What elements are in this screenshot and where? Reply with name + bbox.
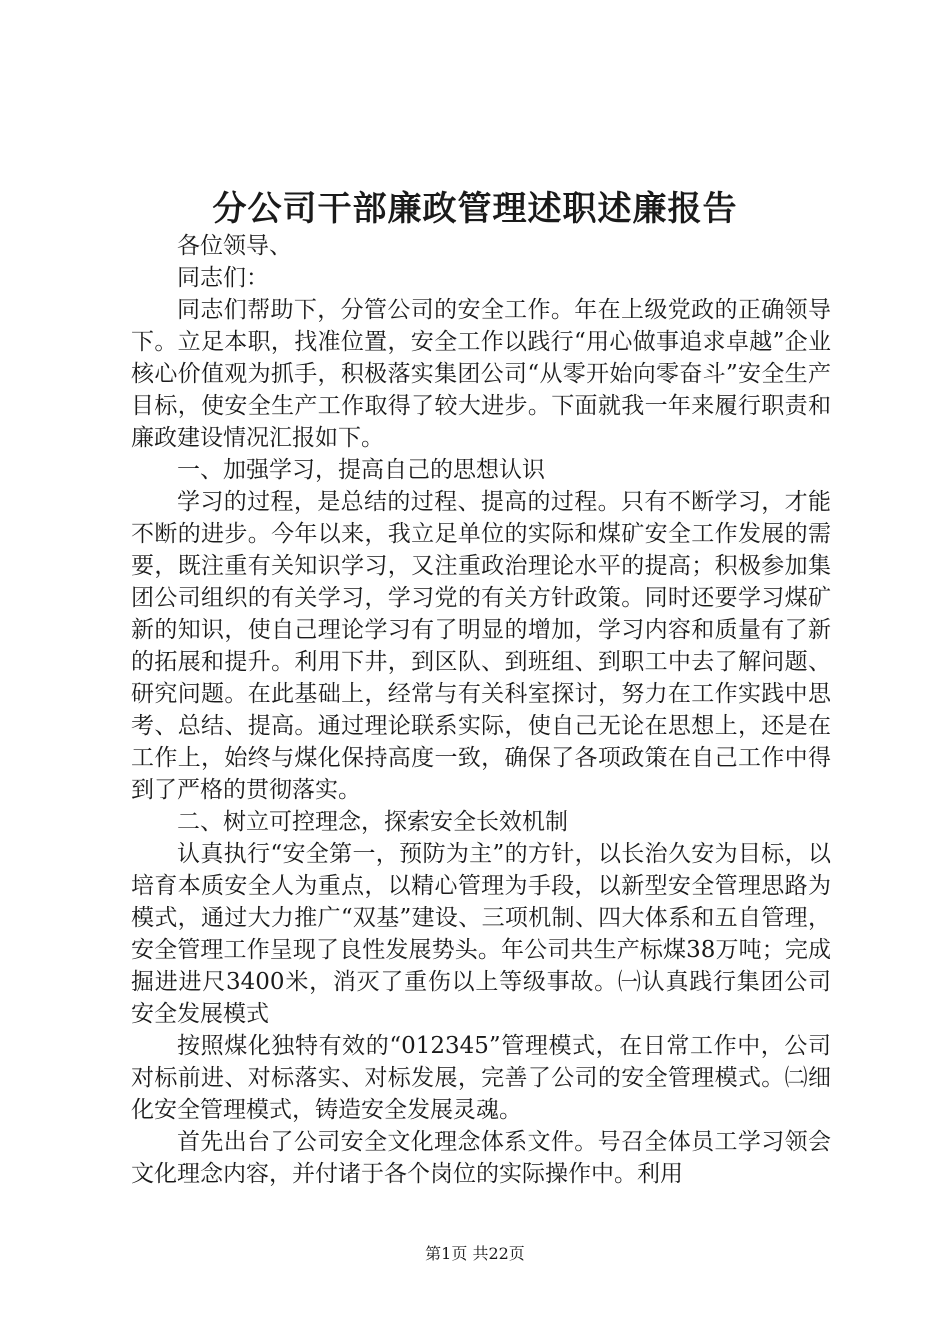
section-heading-2: 二、树立可控理念，探索安全长效机制 (177, 809, 568, 835)
section-1-paragraph: 学习的过程，是总结的过程、提高的过程。只有不断学习，才能不断的进步。今年以来，我立足单位的实际和煤矿安全工作发展的需要，既注重有关知识学习，又注重政治理论水平的提高；积极参加集团公司组织的有关学习，学习党的有关方针政策。同时还要学习煤矿新的知识，使自己理论学习有了明显的增加，学习内容和质量有了新的拓展和提升。利用下井，到区队、到班组、到职工中去了解问题、研究问题。在此基础上，经常与有关科室探讨，努力在工作实践中思考、总结、提高。通过理论联系实际，使自己无论在思想上，还是在工作上，始终与煤化保持高度一致，确保了各项政策在自己工作中得到了严格的贯彻落实。 (131, 489, 831, 803)
section-heading-1: 一、加强学习，提高自己的思想认识 (177, 457, 545, 483)
salutation-line-2: 同志们： (177, 265, 269, 291)
section-2-paragraph-2: 按照煤化独特有效的“012345”管理模式，在日常工作中，公司对标前进、对标落实、对标发展，完善了公司的安全管理模式。㈡细化安全管理模式，铸造安全发展灵魂。 (131, 1033, 831, 1123)
page-number-footer: 第1页 共22页 (425, 1244, 525, 1263)
document-body (131, 230, 831, 1190)
document-title: 分公司干部廉政管理述职述廉报告 (212, 189, 738, 229)
section-2-paragraph-1: 认真执行“安全第一，预防为主”的方针，以长治久安为目标，以培育本质安全人为重点，以精心管理为手段，以新型安全管理思路为模式，通过大力推广“双基”建设、三项机制、四大体系和五自管理，安全管理工作呈现了良性发展势头。年公司共生产标煤38万吨；完成掘进进尺3400米，消灭了重伤以上等级事故。㈠认真践行集团公司安全发展模式 (131, 841, 831, 1027)
salutation-line-1: 各位领导、 (177, 233, 292, 259)
intro-paragraph: 同志们帮助下，分管公司的安全工作。年在上级党政的正确领导下。立足本职，找准位置，安全工作以践行“用心做事追求卓越”企业核心价值观为抓手，积极落实集团公司“从零开始向零奋斗”安全生产目标，使安全生产工作取得了较大进步。下面就我一年来履行职责和廉政建设情况汇报如下。 (131, 297, 831, 451)
section-2-paragraph-3: 首先出台了公司安全文化理念体系文件。号召全体员工学习领会文化理念内容，并付诸于各个岗位的实际操作中。利用 (131, 1129, 831, 1187)
